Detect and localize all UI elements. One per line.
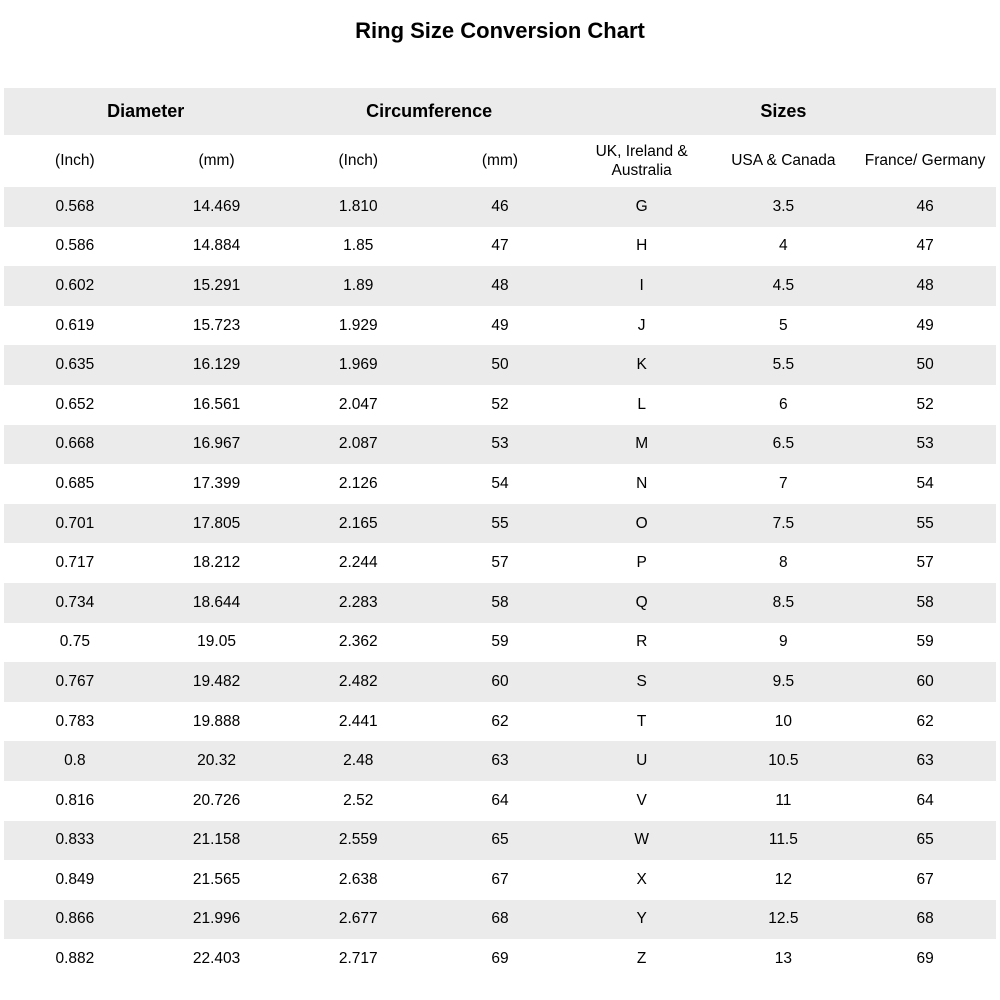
table-cell: 0.717: [4, 543, 146, 583]
table-cell: 10: [713, 702, 855, 742]
table-cell: 2.244: [287, 543, 429, 583]
table-cell: U: [571, 741, 713, 781]
table-cell: 49: [429, 306, 571, 346]
table-cell: 0.8: [4, 741, 146, 781]
table-cell: 21.996: [146, 900, 288, 940]
table-cell: P: [571, 543, 713, 583]
table-cell: 68: [429, 900, 571, 940]
column-header-circumference-inch: (Inch): [287, 135, 429, 187]
table-cell: 2.48: [287, 741, 429, 781]
table-cell: 68: [854, 900, 996, 940]
table-cell: 55: [854, 504, 996, 544]
table-row: [4, 860, 996, 900]
table-cell: W: [571, 821, 713, 861]
table-row: [4, 187, 996, 227]
table-cell: 0.849: [4, 860, 146, 900]
table-cell: 19.482: [146, 662, 288, 702]
table-cell: L: [571, 385, 713, 425]
table-body: [4, 187, 996, 979]
table-cell: 52: [429, 385, 571, 425]
table-cell: 57: [854, 543, 996, 583]
table-cell: 64: [854, 781, 996, 821]
table-cell: 19.888: [146, 702, 288, 742]
table-cell: J: [571, 306, 713, 346]
table-cell: O: [571, 504, 713, 544]
table-cell: 1.85: [287, 227, 429, 267]
table-row: [4, 227, 996, 267]
table-cell: 0.701: [4, 504, 146, 544]
column-header-circumference-mm: (mm): [429, 135, 571, 187]
ring-size-conversion-table: [4, 88, 996, 979]
table-cell: 53: [854, 425, 996, 465]
column-header-usa-canada: USA & Canada: [713, 135, 855, 187]
table-row: [4, 266, 996, 306]
table-cell: 54: [429, 464, 571, 504]
table-cell: I: [571, 266, 713, 306]
table-cell: 5.5: [713, 345, 855, 385]
table-cell: 0.882: [4, 939, 146, 979]
table-cell: 1.929: [287, 306, 429, 346]
table-cell: H: [571, 227, 713, 267]
table-cell: 0.619: [4, 306, 146, 346]
table-cell: 15.291: [146, 266, 288, 306]
table-cell: N: [571, 464, 713, 504]
group-header-circumference: Circumference: [287, 88, 570, 135]
table-cell: 65: [854, 821, 996, 861]
table-cell: V: [571, 781, 713, 821]
table-cell: 4.5: [713, 266, 855, 306]
table-row: [4, 939, 996, 979]
table-cell: 0.568: [4, 187, 146, 227]
table-cell: 10.5: [713, 741, 855, 781]
table-cell: 14.469: [146, 187, 288, 227]
table-cell: 3.5: [713, 187, 855, 227]
table-cell: 59: [854, 623, 996, 663]
table-cell: 18.644: [146, 583, 288, 623]
table-cell: 62: [854, 702, 996, 742]
table-cell: 22.403: [146, 939, 288, 979]
table-cell: 0.586: [4, 227, 146, 267]
table-cell: 5: [713, 306, 855, 346]
table-cell: 2.047: [287, 385, 429, 425]
table-cell: 2.441: [287, 702, 429, 742]
table-cell: 55: [429, 504, 571, 544]
table-cell: 2.362: [287, 623, 429, 663]
table-cell: 6: [713, 385, 855, 425]
table-cell: 60: [854, 662, 996, 702]
group-header-row: [4, 88, 996, 135]
table-cell: 63: [854, 741, 996, 781]
table-cell: 50: [429, 345, 571, 385]
table-row: [4, 543, 996, 583]
column-header-france-germany: France/ Germany: [854, 135, 996, 187]
table-cell: 2.717: [287, 939, 429, 979]
table-cell: 16.129: [146, 345, 288, 385]
table-cell: Y: [571, 900, 713, 940]
table-cell: 47: [854, 227, 996, 267]
table-cell: 14.884: [146, 227, 288, 267]
table-cell: 9: [713, 623, 855, 663]
table-cell: 21.158: [146, 821, 288, 861]
table-cell: 8.5: [713, 583, 855, 623]
table-cell: 1.969: [287, 345, 429, 385]
table-cell: 67: [854, 860, 996, 900]
table-cell: 18.212: [146, 543, 288, 583]
table-cell: 46: [854, 187, 996, 227]
table-cell: 11: [713, 781, 855, 821]
table-cell: 11.5: [713, 821, 855, 861]
table-cell: 67: [429, 860, 571, 900]
table-cell: 65: [429, 821, 571, 861]
table-cell: 7.5: [713, 504, 855, 544]
table-cell: 0.783: [4, 702, 146, 742]
table-cell: 49: [854, 306, 996, 346]
table-cell: 1.810: [287, 187, 429, 227]
table-cell: 16.561: [146, 385, 288, 425]
table-cell: 13: [713, 939, 855, 979]
table-cell: 8: [713, 543, 855, 583]
table-cell: S: [571, 662, 713, 702]
table-cell: 2.126: [287, 464, 429, 504]
table-cell: 46: [429, 187, 571, 227]
table-cell: 7: [713, 464, 855, 504]
table-cell: 2.283: [287, 583, 429, 623]
table-cell: T: [571, 702, 713, 742]
column-header-diameter-mm: (mm): [146, 135, 288, 187]
table-cell: 64: [429, 781, 571, 821]
table-cell: 15.723: [146, 306, 288, 346]
table-cell: 0.767: [4, 662, 146, 702]
table-cell: 1.89: [287, 266, 429, 306]
table-cell: 0.75: [4, 623, 146, 663]
page-title: Ring Size Conversion Chart: [355, 18, 645, 43]
table-row: [4, 306, 996, 346]
table-row: [4, 345, 996, 385]
table-header: [4, 88, 996, 187]
table-row: [4, 821, 996, 861]
table-cell: 0.668: [4, 425, 146, 465]
table-row: [4, 781, 996, 821]
table-cell: 59: [429, 623, 571, 663]
column-header-uk-ireland-australia: UK, Ireland & Australia: [571, 135, 713, 187]
table-row: [4, 504, 996, 544]
table-cell: 58: [429, 583, 571, 623]
table-cell: 62: [429, 702, 571, 742]
table-cell: 69: [854, 939, 996, 979]
table-cell: 2.482: [287, 662, 429, 702]
table-cell: 69: [429, 939, 571, 979]
table-cell: 63: [429, 741, 571, 781]
table-cell: 12.5: [713, 900, 855, 940]
table-cell: 52: [854, 385, 996, 425]
table-cell: 21.565: [146, 860, 288, 900]
table-cell: M: [571, 425, 713, 465]
table-cell: 53: [429, 425, 571, 465]
table-cell: 2.677: [287, 900, 429, 940]
table-cell: K: [571, 345, 713, 385]
table-cell: 0.635: [4, 345, 146, 385]
table-cell: 6.5: [713, 425, 855, 465]
table-cell: R: [571, 623, 713, 663]
table-cell: 20.726: [146, 781, 288, 821]
table-cell: 16.967: [146, 425, 288, 465]
group-header-sizes: Sizes: [571, 88, 996, 135]
column-header-diameter-inch: (Inch): [4, 135, 146, 187]
table-cell: 0.602: [4, 266, 146, 306]
table-row: [4, 583, 996, 623]
table-cell: 9.5: [713, 662, 855, 702]
table-cell: Q: [571, 583, 713, 623]
table-cell: 2.087: [287, 425, 429, 465]
table-row: [4, 623, 996, 663]
table-cell: 2.165: [287, 504, 429, 544]
table-cell: 2.52: [287, 781, 429, 821]
table-cell: 19.05: [146, 623, 288, 663]
table-cell: 57: [429, 543, 571, 583]
table-cell: 48: [854, 266, 996, 306]
table-row: [4, 425, 996, 465]
table-cell: 0.866: [4, 900, 146, 940]
table-cell: 60: [429, 662, 571, 702]
table-cell: 0.734: [4, 583, 146, 623]
table-cell: 12: [713, 860, 855, 900]
table-cell: 0.685: [4, 464, 146, 504]
table-cell: 2.559: [287, 821, 429, 861]
table-row: [4, 741, 996, 781]
table-cell: 17.805: [146, 504, 288, 544]
table-cell: G: [571, 187, 713, 227]
table-row: [4, 900, 996, 940]
table-row: [4, 702, 996, 742]
table-cell: 50: [854, 345, 996, 385]
table-cell: X: [571, 860, 713, 900]
table-cell: 58: [854, 583, 996, 623]
table-cell: 48: [429, 266, 571, 306]
table-row: [4, 464, 996, 504]
table-cell: 0.652: [4, 385, 146, 425]
table-cell: 20.32: [146, 741, 288, 781]
table-row: [4, 385, 996, 425]
column-header-row: [4, 135, 996, 187]
group-header-diameter: Diameter: [4, 88, 287, 135]
table-cell: 0.833: [4, 821, 146, 861]
table-row: [4, 662, 996, 702]
table-cell: 2.638: [287, 860, 429, 900]
table-cell: 54: [854, 464, 996, 504]
table-cell: Z: [571, 939, 713, 979]
table-cell: 47: [429, 227, 571, 267]
table-cell: 0.816: [4, 781, 146, 821]
table-cell: 4: [713, 227, 855, 267]
table-cell: 17.399: [146, 464, 288, 504]
